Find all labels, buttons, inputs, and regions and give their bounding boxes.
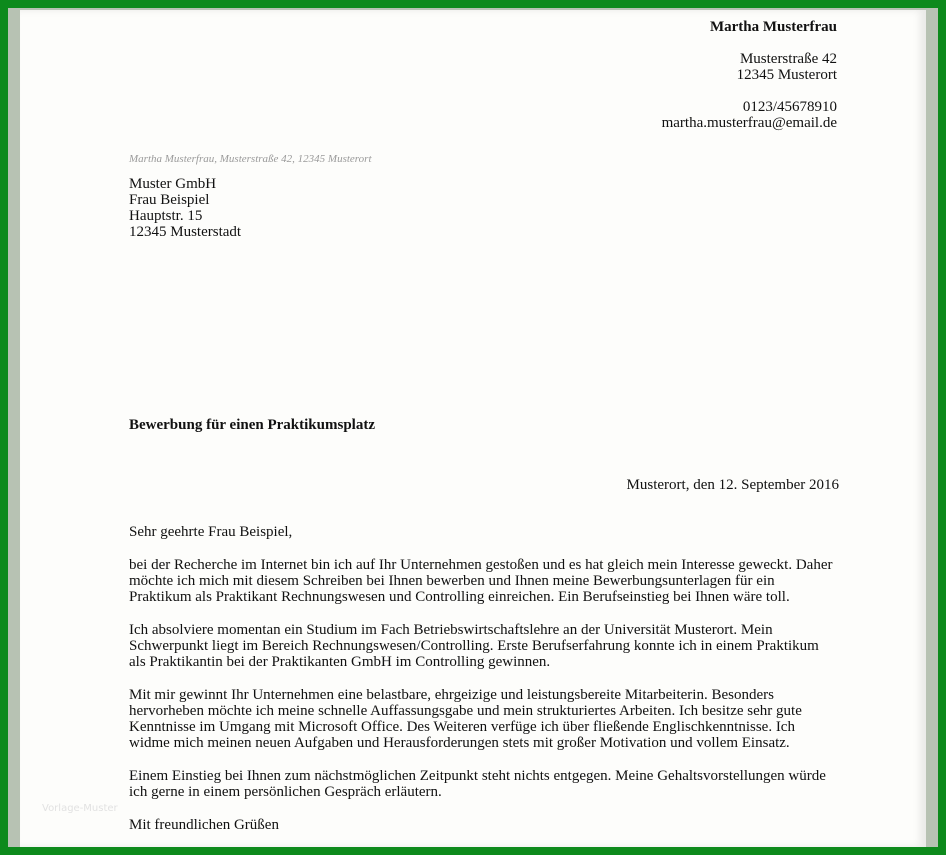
recipient-block (129, 176, 241, 240)
body-paragraph: Ich absolviere momentan ein Studium im Fach Betriebswirtschaftslehre an der Universität Musterort. Mein Schwerpunkt liegt im Bereich Rechnungswesen/Controlling. Erste Berufserfahrung konnte ich in einem Praktikum als Praktikantin bei der Praktikanten GmbH im Controlling gewinnen. (129, 622, 819, 670)
sender-city: 12345 Musterort (736, 67, 837, 83)
letter-page (20, 10, 926, 847)
return-address-line: Martha Musterfrau, Musterstraße 42, 12345 Musterort (129, 153, 372, 165)
sender-phone: 0123/45678910 (742, 99, 837, 115)
body-paragraph: Mit mir gewinnt Ihr Unternehmen eine belastbare, ehrgeizige und leistungsbereite Mitarbeiterin. Besonders hervorheben möchte ich meine schnelle Auffassungsgabe und mein strukturiertes Arbeiten. Ich besitze sehr gute Kenntnisse im Umgang mit Microsoft Office. Des Weiteren verfüge ich über fließende Englischkenntnisse. Ich widme mich meinen neuen Aufgaben und Herausforderungen stets mit großer Motivation und vollem Einsatz. (129, 687, 802, 751)
watermark: Vorlage-Muster (42, 803, 118, 814)
recipient-street: Hauptstr. 15 (129, 208, 203, 224)
sender-street: Musterstraße 42 (739, 51, 837, 67)
recipient-person: Frau Beispiel (129, 192, 210, 208)
recipient-city: 12345 Musterstadt (129, 224, 242, 240)
closing: Mit freundlichen Grüßen (129, 817, 279, 833)
body-paragraph: Einem Einstieg bei Ihnen zum nächstmöglichen Zeitpunkt steht nichts entgegen. Meine Gehaltsvorstellungen würde ich gerne in einem persönlichen Gespräch erläutern. (129, 768, 826, 800)
sender-email: martha.musterfrau@email.de (661, 115, 837, 131)
sender-block (662, 19, 837, 131)
letter-subject: Bewerbung für einen Praktikumsplatz (129, 417, 375, 433)
letter-date: Musterort, den 12. September 2016 (626, 477, 839, 493)
letter-body (129, 524, 839, 847)
body-paragraph: bei der Recherche im Internet bin ich auf Ihr Unternehmen gestoßen und es hat gleich mein Interesse geweckt. Daher möchte ich mich mit diesem Schreiben bei Ihnen bewerben und Ihnen meine Bewerbungsunterlagen für ein Praktikum als Praktikant Rechnungswesen und Controlling einreichen. Ein Berufseinstieg bei Ihnen wäre toll. (129, 557, 833, 605)
sender-name: Martha Musterfrau (709, 19, 837, 35)
salutation: Sehr geehrte Frau Beispiel, (129, 524, 293, 540)
recipient-company: Muster GmbH (129, 176, 217, 192)
